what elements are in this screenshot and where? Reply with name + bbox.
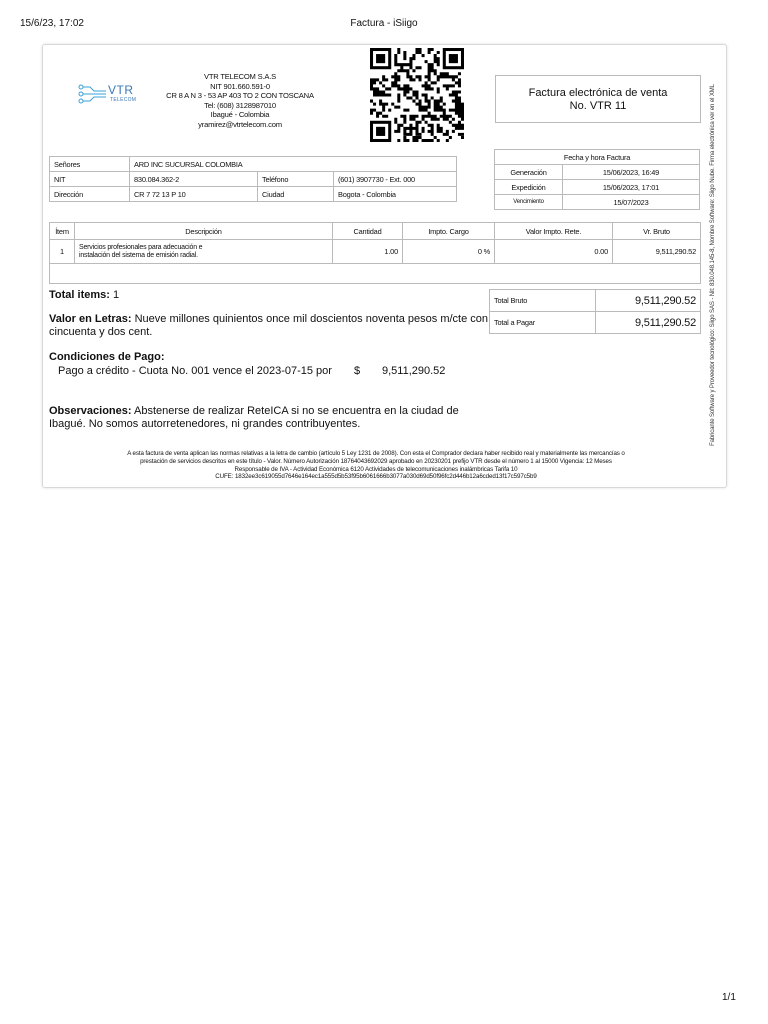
totals-value: 9,511,290.52 xyxy=(596,312,701,334)
date-label: Vencimiento xyxy=(495,195,563,210)
client-value: CR 7 72 13 P 10 xyxy=(130,187,258,202)
legal-note xyxy=(60,450,692,481)
totals-label: Total Bruto xyxy=(490,290,596,312)
company-logo xyxy=(78,82,144,106)
logo-name: VTR xyxy=(108,83,134,97)
legal-line: Responsable de IVA - Actividad Económica 6120 Actividades de telecomunicaciones inalámbricas Tarifa 10 xyxy=(234,465,518,473)
payment-heading: Condiciones de Pago: xyxy=(49,351,165,363)
vertical-note xyxy=(698,60,728,470)
dates-table xyxy=(494,149,700,210)
client-value: Bogota - Colombia xyxy=(334,187,457,202)
table-row xyxy=(50,240,701,264)
total-items xyxy=(49,289,119,302)
company-phone: Tel: (608) 3128987010 xyxy=(204,100,276,110)
amount-words-text-2: cincuenta y dos cent. xyxy=(49,325,153,338)
col-header-gross: Vr. Bruto xyxy=(613,223,701,240)
dates-header: Fecha y hora Factura xyxy=(495,150,700,165)
client-row xyxy=(50,172,457,187)
qr-code xyxy=(370,48,464,142)
client-value: ARD INC SUCURSAL COLOMBIA xyxy=(130,157,457,172)
totals-label: Total a Pagar xyxy=(490,312,596,334)
totals-table xyxy=(489,289,701,334)
observations-text: Abstenerse de realizar ReteICA si no se encuentra en la ciudad de xyxy=(134,405,459,417)
company-info xyxy=(140,72,340,130)
client-label: Teléfono xyxy=(258,172,334,187)
amount-in-words xyxy=(49,313,489,338)
observations-text-2: Ibagué. No somos autorretenedores, ni grandes contribuyentes. xyxy=(49,417,361,430)
qr-code-icon xyxy=(370,48,464,142)
invoice-title: Factura electrónica de venta xyxy=(528,87,668,99)
amount-words-label: Valor en Letras: xyxy=(49,313,132,325)
print-datetime: 15/6/23, 17:02 xyxy=(20,18,84,29)
empty-cell xyxy=(50,264,701,284)
col-header-quantity: Cantidad xyxy=(333,223,403,240)
item-description xyxy=(75,240,333,264)
item-description-line: instalación del sistema de emisión radial. xyxy=(79,251,198,259)
date-value: 15/07/2023 xyxy=(563,195,700,210)
invoice-number: No. VTR 11 xyxy=(569,100,627,112)
total-items-label: Total items: xyxy=(49,289,110,301)
item-number: 1 xyxy=(50,240,75,264)
legal-line: prestación de servicios descritos en este título - Valor. Número Autorización 18764043692029 aprobado en 20230201 prefijo VTR desde el número 1 al 15000 Vigencia: 12 Meses xyxy=(140,457,612,465)
col-header-tax: Impto. Cargo xyxy=(403,223,495,240)
client-label: NIT xyxy=(50,172,130,187)
col-header-description: Descripción xyxy=(75,223,333,240)
company-nit: NIT 901.660.591-0 xyxy=(210,81,270,91)
payment-line: Pago a crédito - Cuota No. 001 vence el 2023-07-15 por xyxy=(58,365,332,377)
date-value: 15/06/2023, 16:49 xyxy=(563,165,700,180)
date-value: 15/06/2023, 17:01 xyxy=(563,180,700,195)
client-value: (601) 3907730 - Ext. 000 xyxy=(334,172,457,187)
client-label: Dirección xyxy=(50,187,130,202)
payment-amount: 9,511,290.52 xyxy=(382,365,446,377)
client-row xyxy=(50,187,457,202)
invoice-title-box xyxy=(495,75,701,123)
legal-line: A esta factura de venta aplican las normas relativas a la letra de cambio (artículo 5 Ley 1231 de 2008). Con esta el Comprador declara haber recibido real y materialmente las mercancías o xyxy=(127,450,625,457)
table-row-empty xyxy=(50,264,701,284)
date-row xyxy=(495,180,700,195)
page-number: 1/1 xyxy=(722,992,736,1003)
item-description-line: Servicios profesionales para adecuación e xyxy=(79,243,203,251)
company-name: VTR TELECOM S.A.S xyxy=(204,72,276,81)
totals-row xyxy=(490,290,701,312)
company-address: CR 8 A N 3 - 53 AP 403 TO 2 CON TOSCANA xyxy=(166,91,314,101)
date-label: Expedición xyxy=(495,180,563,195)
item-quantity: 1.00 xyxy=(333,240,403,264)
company-email: yramirez@vtrtelecom.com xyxy=(198,119,282,129)
logo-sub: TELECOM xyxy=(110,97,137,103)
client-value: 830.084.362-2 xyxy=(130,172,258,187)
items-header-row xyxy=(50,223,701,240)
client-label: Señores xyxy=(50,157,130,172)
company-city: Ibagué - Colombia xyxy=(210,110,270,120)
item-tax: 0 % xyxy=(403,240,495,264)
cufe: CUFE: 1832ee3c619055d7646e164ec1a555d5b53f95b6061666b3077a030d69d50f96fc2d446b12a6cded13f17c597c5b9 xyxy=(215,473,537,481)
col-header-retention: Valor Impto. Rete. xyxy=(495,223,613,240)
totals-row xyxy=(490,312,701,334)
amount-words-text: Nueve millones quinientos once mil doscientos noventa pesos m/cte con xyxy=(134,313,489,325)
observations-label: Observaciones: xyxy=(49,405,132,417)
payment-currency: $ xyxy=(354,365,361,377)
col-header-item: Ítem xyxy=(50,223,75,240)
date-row xyxy=(495,165,700,180)
print-title: Factura - iSiigo xyxy=(350,18,418,29)
client-label: Ciudad xyxy=(258,187,334,202)
observations xyxy=(49,405,489,430)
date-row xyxy=(495,195,700,210)
client-table xyxy=(49,156,457,202)
client-row xyxy=(50,157,457,172)
total-items-value: 1 xyxy=(112,289,120,301)
item-gross: 9,511,290.52 xyxy=(613,240,701,264)
date-label: Generación xyxy=(495,165,563,180)
items-table xyxy=(49,222,701,284)
totals-value: 9,511,290.52 xyxy=(596,290,701,312)
vertical-note-text: Fabricante Software y Proveedor tecnológico: Siigo SAS - Nit: 830.048.145-8, Nombre Software: Siigo Nube. Firma electrónica ver en el XML xyxy=(710,84,716,446)
item-retention: 0.00 xyxy=(495,240,613,264)
